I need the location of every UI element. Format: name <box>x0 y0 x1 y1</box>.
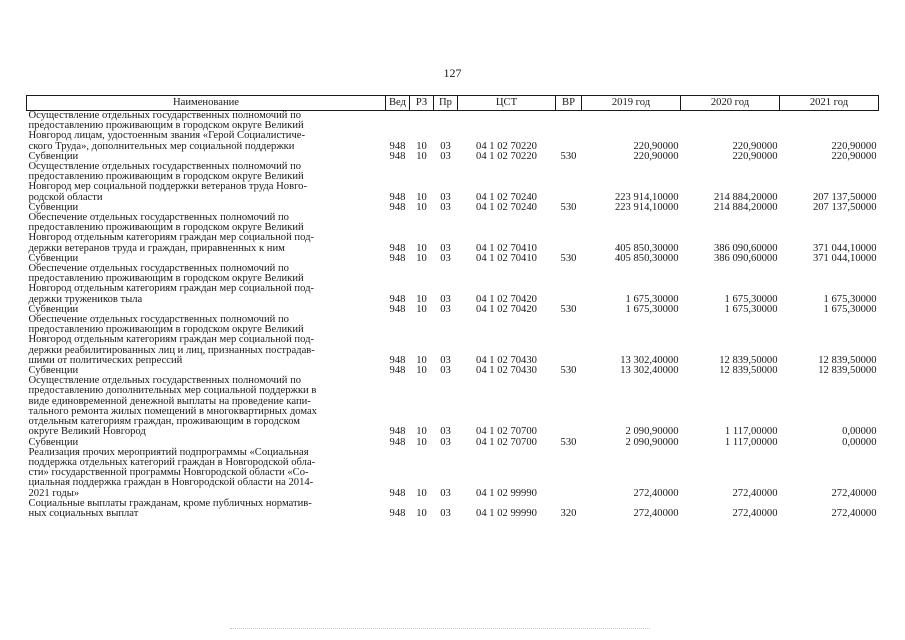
table-row <box>27 162 879 203</box>
cell-y2019: 272,40000 <box>633 487 679 499</box>
cell-y2019: 1 675,30000 <box>625 293 679 305</box>
header-2019: 2019 год <box>582 96 681 111</box>
cell-y2021: 272,40000 <box>831 487 877 499</box>
cell-y2021: 0,00000 <box>842 426 877 438</box>
row-name-line: ных социальных выплат <box>28 507 139 519</box>
table-row <box>27 264 879 305</box>
cell-cst: 04 1 02 70220 <box>476 140 537 152</box>
row-name <box>27 111 386 152</box>
row-name-line: родской области <box>28 191 103 203</box>
row-name-line: округе Великий Новгород <box>28 426 146 438</box>
row-name-line: Обеспечение отдельных государственных полномочий по <box>28 263 289 275</box>
cell-y2019: 220,90000 <box>633 150 679 162</box>
cell-cst: 04 1 02 70420 <box>476 303 537 315</box>
cell-pr: 03 <box>440 487 451 499</box>
table-row <box>27 448 879 499</box>
cell-rz: 10 <box>416 365 427 377</box>
cell-vr: 530 <box>560 365 577 377</box>
cell-y2021: 12 839,50000 <box>818 365 877 377</box>
cell-rz: 10 <box>416 150 427 162</box>
cell-ved: 948 <box>389 293 406 305</box>
row-name-line: держки реабилитированных лиц и лиц, признанных пострадав- <box>28 344 315 356</box>
table-row <box>27 111 879 152</box>
row-name <box>27 162 386 203</box>
cell-pr: 03 <box>440 354 451 366</box>
cell-y2020: 12 839,50000 <box>719 365 778 377</box>
cell-pr: 03 <box>440 426 451 438</box>
cell-pr: 03 <box>440 436 451 448</box>
row-name-line: Социальные выплаты гражданам, кроме публичных норматив- <box>28 497 312 509</box>
cell-y2019: 2 090,90000 <box>625 436 679 448</box>
cell-cst: 04 1 02 70240 <box>476 191 537 203</box>
row-name-line: Обеспечение отдельных государственных полномочий по <box>28 314 289 326</box>
cell-y2020: 1 675,30000 <box>724 303 778 315</box>
row-name-line: виде единовременной денежной выплаты на проведение капи- <box>28 395 311 407</box>
cell-ved: 948 <box>389 242 406 254</box>
cell-pr: 03 <box>440 365 451 377</box>
cell-ved: 948 <box>389 487 406 499</box>
row-name-line: предоставлению проживающим в городском округе Великий <box>28 171 304 183</box>
header-rz: РЗ <box>410 96 434 111</box>
cell-y2019: 13 302,40000 <box>620 365 679 377</box>
row-name-line: Субвенции <box>28 201 79 213</box>
row-name-line: держки ветеранов труда и граждан, приравненных к ним <box>28 242 285 254</box>
cell-y2020: 272,40000 <box>732 507 778 519</box>
row-name <box>27 315 386 366</box>
cell-rz: 10 <box>416 507 427 519</box>
row-name-line: циальная поддержка граждан в Новгородской области на 2014- <box>28 477 314 489</box>
cell-rz: 10 <box>416 426 427 438</box>
row-name-line: тального ремонта жилых помещений в многоквартирных домах <box>28 405 317 417</box>
cell-cst: 04 1 02 70420 <box>476 293 537 305</box>
row-name-line: ского Труда», дополнительных мер социальной поддержки <box>28 140 295 152</box>
cell-ved: 948 <box>389 140 406 152</box>
cell-ved: 948 <box>389 354 406 366</box>
row-name-line: сти» государственной программы Новгородской области «Со- <box>28 467 309 479</box>
header-ved: Вед <box>386 96 410 111</box>
cell-pr: 03 <box>440 191 451 203</box>
row-name-line: Субвенции <box>28 303 79 315</box>
row-name-line: предоставлению проживающим в городском округе Великий <box>28 324 304 336</box>
cell-vr <box>556 264 582 305</box>
row-name-line: 2021 годы» <box>28 487 80 499</box>
row-name-line: Субвенции <box>28 365 79 377</box>
row-name-line: Субвенции <box>28 436 79 448</box>
cell-ved: 948 <box>389 436 406 448</box>
budget-table <box>26 95 879 519</box>
row-name <box>27 213 386 254</box>
cell-cst: 04 1 02 70700 <box>476 426 537 438</box>
cell-ved: 948 <box>389 201 406 213</box>
cell-y2020: 214 884,20000 <box>713 201 778 213</box>
cell-rz: 10 <box>416 252 427 264</box>
cell-y2019: 223 914,10000 <box>614 191 679 203</box>
row-name-line: Реализация прочих мероприятий подпрограммы «Социальная <box>28 446 309 458</box>
row-name-line: Обеспечение отдельных государственных полномочий по <box>28 212 289 224</box>
cell-pr: 03 <box>440 140 451 152</box>
cell-cst: 04 1 02 70240 <box>476 201 537 213</box>
cell-cst: 04 1 02 70430 <box>476 365 537 377</box>
row-name-line: Новгород мер социальной поддержки ветеранов труда Новго- <box>28 181 307 193</box>
cell-ved: 948 <box>389 303 406 315</box>
row-name-line: предоставлению проживающим в городском округе Великий <box>28 120 304 132</box>
cell-ved: 948 <box>389 365 406 377</box>
cell-y2020: 220,90000 <box>732 140 778 152</box>
cell-cst: 04 1 02 99990 <box>476 487 537 499</box>
cell-rz: 10 <box>416 303 427 315</box>
cell-y2021: 207 137,50000 <box>812 191 877 203</box>
cell-rz: 10 <box>416 293 427 305</box>
table-row <box>27 376 879 437</box>
cell-y2019: 220,90000 <box>633 140 679 152</box>
row-name-line: Новгород отдельным категориям граждан мер социальной под- <box>28 334 315 346</box>
table-row <box>27 213 879 254</box>
cell-pr: 03 <box>440 150 451 162</box>
cell-y2019: 2 090,90000 <box>625 426 679 438</box>
scan-artifact-line <box>230 628 650 631</box>
row-name-line: Новгород отдельным категориям граждан мер социальной под- <box>28 283 315 295</box>
cell-vr <box>556 162 582 203</box>
row-name-line: держки тружеников тыла <box>28 293 143 305</box>
cell-cst: 04 1 02 70410 <box>476 252 537 264</box>
row-name <box>27 499 386 519</box>
cell-y2021: 1 675,30000 <box>823 293 877 305</box>
cell-y2021: 220,90000 <box>831 140 877 152</box>
table-body <box>27 111 879 520</box>
cell-y2021: 371 044,10000 <box>812 242 877 254</box>
row-name-line: отдельным категориям граждан, проживающим в городском <box>28 416 300 428</box>
row-name-line: шими от политических репрессий <box>28 354 183 366</box>
cell-y2020: 214 884,20000 <box>713 191 778 203</box>
cell-vr: 530 <box>560 201 577 213</box>
cell-vr <box>556 213 582 254</box>
header-vr: ВР <box>556 96 582 111</box>
cell-ved: 948 <box>389 191 406 203</box>
cell-y2019: 272,40000 <box>633 507 679 519</box>
cell-pr: 03 <box>440 201 451 213</box>
cell-vr <box>556 448 582 499</box>
cell-rz: 10 <box>416 436 427 448</box>
cell-vr <box>556 315 582 366</box>
cell-vr: 530 <box>560 303 577 315</box>
cell-y2020: 272,40000 <box>732 487 778 499</box>
row-name-line: Осуществление отдельных государственных полномочий по <box>28 110 302 121</box>
cell-ved: 948 <box>389 507 406 519</box>
cell-pr: 03 <box>440 303 451 315</box>
row-name-line: Осуществление отдельных государственных полномочий по <box>28 375 302 387</box>
cell-rz: 10 <box>416 242 427 254</box>
cell-ved: 948 <box>389 252 406 264</box>
cell-rz: 10 <box>416 140 427 152</box>
header-name: Наименование <box>27 96 386 111</box>
row-name-line: предоставлению дополнительных мер социальной поддержки в <box>28 385 317 397</box>
table-header-row <box>27 96 879 111</box>
row-name-line: поддержка отдельных категорий граждан в Новгородской обла- <box>28 456 316 468</box>
cell-y2019: 13 302,40000 <box>620 354 679 366</box>
cell-vr: 530 <box>560 150 577 162</box>
row-name-line: Новгород отдельным категориям граждан мер социальной под- <box>28 232 315 244</box>
cell-rz: 10 <box>416 354 427 366</box>
cell-pr: 03 <box>440 293 451 305</box>
cell-y2019: 1 675,30000 <box>625 303 679 315</box>
cell-ved: 948 <box>389 426 406 438</box>
row-name-line: Субвенции <box>28 252 79 264</box>
header-cst: ЦСТ <box>458 96 556 111</box>
row-name <box>27 448 386 499</box>
header-2021: 2021 год <box>780 96 879 111</box>
cell-cst: 04 1 02 99990 <box>476 507 537 519</box>
cell-y2020: 386 090,60000 <box>713 252 778 264</box>
cell-y2019: 223 914,10000 <box>614 201 679 213</box>
header-2020: 2020 год <box>681 96 780 111</box>
cell-vr <box>556 376 582 437</box>
cell-pr: 03 <box>440 507 451 519</box>
cell-y2020: 220,90000 <box>732 150 778 162</box>
cell-y2019: 405 850,30000 <box>614 242 679 254</box>
cell-y2020: 386 090,60000 <box>713 242 778 254</box>
cell-y2021: 0,00000 <box>842 436 877 448</box>
cell-y2021: 371 044,10000 <box>812 252 877 264</box>
cell-y2021: 207 137,50000 <box>812 201 877 213</box>
cell-y2021: 272,40000 <box>831 507 877 519</box>
page-number: 127 <box>443 66 462 80</box>
row-name-line: предоставлению проживающим в городском округе Великий <box>28 222 304 234</box>
cell-pr: 03 <box>440 252 451 264</box>
cell-pr: 03 <box>440 242 451 254</box>
cell-y2020: 1 117,00000 <box>724 426 778 438</box>
cell-y2020: 12 839,50000 <box>719 354 778 366</box>
cell-vr: 530 <box>560 252 577 264</box>
row-name-line: Субвенции <box>28 150 79 162</box>
cell-y2019: 405 850,30000 <box>614 252 679 264</box>
cell-y2021: 12 839,50000 <box>818 354 877 366</box>
cell-y2020: 1 675,30000 <box>724 293 778 305</box>
cell-cst: 04 1 02 70410 <box>476 242 537 254</box>
row-name-line: предоставлению проживающим в городском округе Великий <box>28 273 304 285</box>
cell-vr <box>556 111 582 152</box>
cell-y2020: 1 117,00000 <box>724 436 778 448</box>
row-name-line: Осуществление отдельных государственных полномочий по <box>28 161 302 173</box>
row-name-line: Новгород лицам, удостоенным звания «Герой Социалистиче- <box>28 130 306 142</box>
cell-cst: 04 1 02 70700 <box>476 436 537 448</box>
table-row <box>27 499 879 519</box>
cell-rz: 10 <box>416 201 427 213</box>
row-name <box>27 264 386 305</box>
cell-y2021: 1 675,30000 <box>823 303 877 315</box>
cell-vr: 530 <box>560 436 577 448</box>
cell-y2021: 220,90000 <box>831 150 877 162</box>
row-name <box>27 376 386 437</box>
header-pr: Пр <box>434 96 458 111</box>
cell-vr: 320 <box>560 507 577 519</box>
cell-rz: 10 <box>416 191 427 203</box>
cell-cst: 04 1 02 70220 <box>476 150 537 162</box>
table-row <box>27 315 879 366</box>
cell-rz: 10 <box>416 487 427 499</box>
cell-ved: 948 <box>389 150 406 162</box>
cell-cst: 04 1 02 70430 <box>476 354 537 366</box>
